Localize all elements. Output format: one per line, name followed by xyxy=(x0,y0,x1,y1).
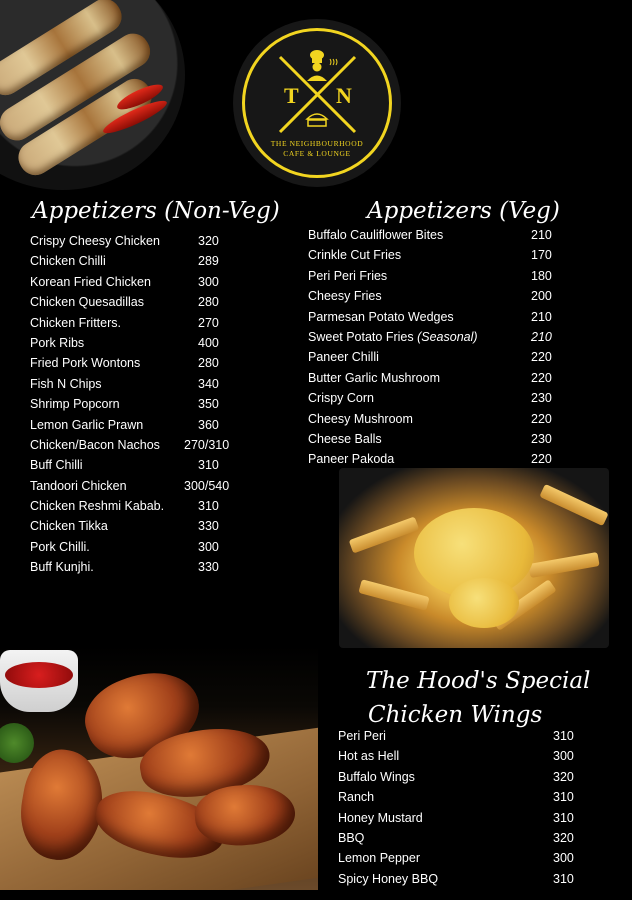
cheesy-fries-photo xyxy=(339,468,609,648)
item-price: 210 xyxy=(531,329,552,344)
item-name: Buff Kunjhi. xyxy=(30,560,94,575)
item-price: 170 xyxy=(531,248,552,263)
menu-item xyxy=(30,356,245,376)
menu-item xyxy=(308,228,563,248)
menu-item xyxy=(308,248,563,268)
item-name: Crinkle Cut Fries xyxy=(308,248,402,263)
item-name: Crispy Cheesy Chicken xyxy=(30,234,160,248)
item-name: Korean Fried Chicken xyxy=(30,274,151,289)
wings-title-line2: Chicken Wings xyxy=(368,702,543,728)
item-name: Buffalo Cauliflower Bites xyxy=(308,228,444,242)
chicken-wings-photo xyxy=(0,645,318,890)
menu-item xyxy=(308,350,563,370)
wings-title-line1: The Hood's Special xyxy=(366,668,591,694)
cafe-logo xyxy=(233,19,401,187)
menu-item xyxy=(338,811,578,831)
item-price: 280 xyxy=(198,356,219,371)
item-name: Chicken Reshmi Kabab. xyxy=(30,499,165,514)
item-price: 220 xyxy=(531,452,552,467)
menu-item xyxy=(308,310,563,330)
item-name: Chicken/Bacon Nachos xyxy=(30,437,160,452)
menu-item xyxy=(30,499,245,519)
menu-item xyxy=(30,479,245,499)
menu-item xyxy=(338,851,578,871)
item-price: 360 xyxy=(198,417,219,432)
item-name: Crispy Corn xyxy=(308,391,374,406)
item-price: 310 xyxy=(553,810,574,825)
item-name: Shrimp Popcorn xyxy=(30,397,120,412)
item-price: 300 xyxy=(553,851,574,866)
item-price: 230 xyxy=(531,431,552,446)
item-price: 270/310 xyxy=(184,437,230,452)
menu-item xyxy=(30,254,245,274)
item-price: 310 xyxy=(553,729,574,743)
item-price: 300/540 xyxy=(184,478,230,493)
logo-letter-t: T xyxy=(284,83,299,108)
menu-item xyxy=(30,438,245,458)
crossed-lines-icon xyxy=(233,19,401,187)
item-price: 280 xyxy=(198,295,219,310)
menu-item xyxy=(308,432,563,452)
item-name: BBQ xyxy=(338,830,365,845)
item-price: 310 xyxy=(198,458,219,473)
item-price: 270 xyxy=(198,315,219,330)
item-price: 320 xyxy=(198,234,219,248)
menu-item xyxy=(338,790,578,810)
item-price: 180 xyxy=(531,268,552,283)
item-price: 210 xyxy=(531,309,552,324)
menu-item xyxy=(308,289,563,309)
item-name: Buffalo Wings xyxy=(338,769,415,784)
item-name: Peri Peri Fries xyxy=(308,268,388,283)
non-veg-title: Appetizers (Non-Veg) xyxy=(32,198,280,224)
item-name: Pork Chilli. xyxy=(30,539,90,554)
item-price: 289 xyxy=(198,254,219,269)
item-name: Buff Chilli xyxy=(30,458,83,473)
item-price: 400 xyxy=(198,335,219,350)
item-name: Cheesy Mushroom xyxy=(308,411,413,426)
item-name: Chicken Fritters. xyxy=(30,315,121,330)
chicken-skewers-photo xyxy=(0,0,185,190)
menu-item xyxy=(30,519,245,539)
logo-letter-n: N xyxy=(336,83,352,108)
menu-item xyxy=(30,418,245,438)
logo-name-line2: CAFE & LOUNGE xyxy=(283,149,351,158)
item-name: Sweet Potato Fries (Seasonal) xyxy=(308,329,478,344)
item-name: Lemon Garlic Prawn xyxy=(30,417,144,432)
menu-item xyxy=(308,269,563,289)
item-price: 330 xyxy=(198,519,219,534)
item-price: 320 xyxy=(553,830,574,845)
wings-list xyxy=(338,729,578,892)
item-name: Paneer Chilli xyxy=(308,350,379,365)
item-price: 330 xyxy=(198,560,219,575)
item-price: 220 xyxy=(531,370,552,385)
menu-item xyxy=(30,275,245,295)
item-price: 340 xyxy=(198,376,219,391)
item-name: Paneer Pakoda xyxy=(308,452,395,467)
item-name: Hot as Hell xyxy=(338,749,400,764)
non-veg-list xyxy=(30,234,245,581)
item-name: Tandoori Chicken xyxy=(30,478,127,493)
item-price: 200 xyxy=(531,289,552,304)
item-name: Peri Peri xyxy=(338,729,386,743)
menu-item xyxy=(30,336,245,356)
menu-item xyxy=(30,560,245,580)
item-price: 300 xyxy=(198,274,219,289)
menu-item xyxy=(30,377,245,397)
veg-list xyxy=(308,228,563,473)
steam-icon xyxy=(330,59,337,65)
menu-item xyxy=(338,872,578,892)
item-name: Pork Ribs xyxy=(30,335,85,350)
item-price: 310 xyxy=(553,871,574,886)
menu-item xyxy=(338,770,578,790)
menu-item xyxy=(338,749,578,769)
item-price: 210 xyxy=(531,228,552,242)
menu-item xyxy=(30,540,245,560)
item-price: 310 xyxy=(553,790,574,805)
menu-item xyxy=(30,397,245,417)
item-price: 300 xyxy=(198,539,219,554)
item-price: 220 xyxy=(531,411,552,426)
menu-item xyxy=(30,234,245,254)
menu-item xyxy=(308,371,563,391)
item-name: Fish N Chips xyxy=(30,376,102,391)
item-price: 230 xyxy=(531,391,552,406)
item-price: 320 xyxy=(553,769,574,784)
item-name: Cheese Balls xyxy=(308,431,382,446)
item-name: Cheesy Fries xyxy=(308,289,382,304)
menu-item xyxy=(338,831,578,851)
item-name: Lemon Pepper xyxy=(338,851,421,866)
menu-item xyxy=(308,391,563,411)
item-name: Fried Pork Wontons xyxy=(30,356,141,371)
basket-icon xyxy=(307,114,327,126)
item-name: Chicken Tikka xyxy=(30,519,108,534)
menu-item xyxy=(30,295,245,315)
item-price: 310 xyxy=(198,499,219,514)
item-name: Honey Mustard xyxy=(338,810,423,825)
item-name: Ranch xyxy=(338,790,375,805)
item-name: Parmesan Potato Wedges xyxy=(308,309,454,324)
item-name: Chicken Chilli xyxy=(30,254,106,269)
veg-title: Appetizers (Veg) xyxy=(367,198,560,224)
item-name: Chicken Quesadillas xyxy=(30,295,144,310)
menu-item xyxy=(338,729,578,749)
menu-item xyxy=(30,458,245,478)
menu-item xyxy=(308,412,563,432)
menu-item xyxy=(30,316,245,336)
item-name: Butter Garlic Mushroom xyxy=(308,370,440,385)
item-price: 300 xyxy=(553,749,574,764)
item-note: (Seasonal) xyxy=(417,329,478,344)
logo-name-line1: THE NEIGHBOURHOOD xyxy=(270,139,364,148)
menu-item xyxy=(308,330,563,350)
item-price: 220 xyxy=(531,350,552,365)
chef-icon xyxy=(307,50,327,81)
item-price: 350 xyxy=(198,397,219,412)
item-name: Spicy Honey BBQ xyxy=(338,871,439,886)
